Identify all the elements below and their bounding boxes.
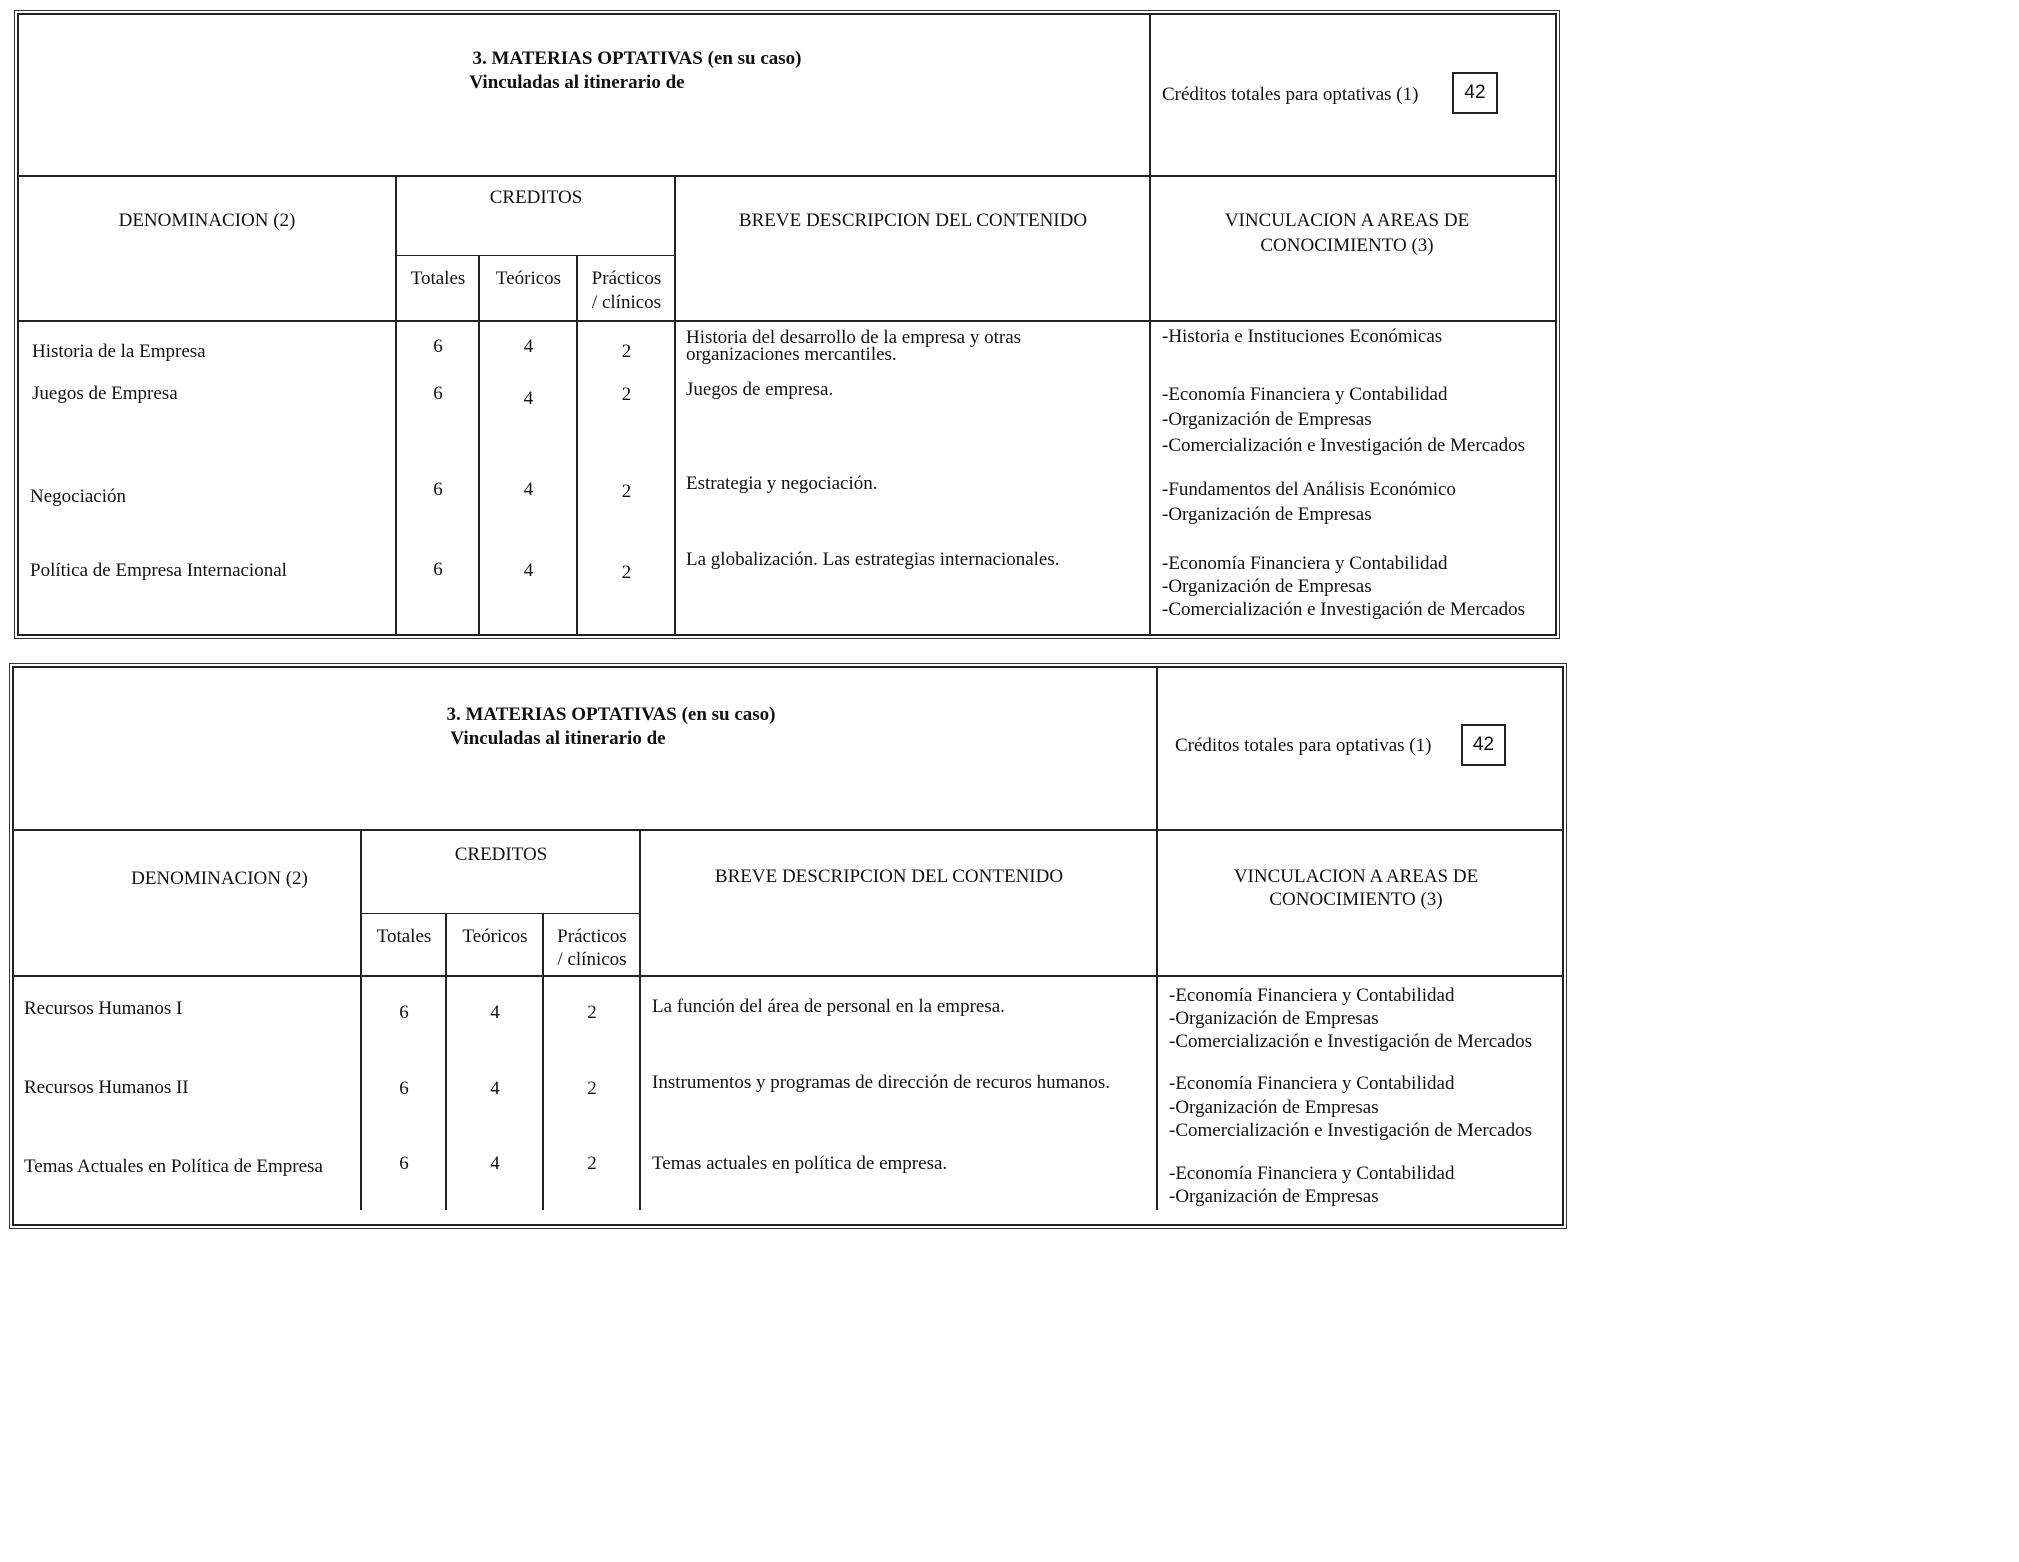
- table-row-area: -Comercialización e Investigación de Mercados: [1162, 435, 1525, 456]
- table-row-teoricos: 4: [490, 1002, 500, 1023]
- table2-col-vinculacion: VINCULACION A AREAS DE: [1233, 866, 1479, 887]
- table1-col-vinculacion-sub: CONOCIMIENTO (3): [1260, 235, 1434, 256]
- table-row-name: Recursos Humanos I: [24, 998, 183, 1019]
- table-row-name: Historia de la Empresa: [32, 341, 206, 362]
- table1-col-creditos: CREDITOS: [489, 187, 583, 208]
- table-row-description: Estrategia y negociación.: [686, 473, 878, 494]
- table2-col-practicos: Prácticos: [557, 926, 627, 947]
- table1-header-divider: [17, 175, 1557, 177]
- table2-col-practicos-sub: / clínicos: [557, 949, 627, 970]
- table-row-teoricos: 4: [523, 560, 534, 581]
- table-row-description: La función del área de personal en la empresa.: [652, 996, 1005, 1017]
- table2-col-vinculacion-sub: CONOCIMIENTO (3): [1269, 889, 1443, 910]
- table-row-practicos: 2: [621, 384, 632, 405]
- table-row-area: -Economía Financiera y Contabilidad: [1169, 985, 1455, 1006]
- table-row-area: -Organización de Empresas: [1162, 409, 1372, 430]
- table2-col-teoricos: Teóricos: [462, 926, 528, 947]
- table2-col-divider: [1156, 666, 1158, 1210]
- table1-col-denominacion: DENOMINACION (2): [118, 210, 296, 231]
- table1-col-totales: Totales: [410, 268, 466, 289]
- table-row-description: Instrumentos y programas de dirección de recuros humanos.: [652, 1072, 1110, 1093]
- table1-col-descripcion: BREVE DESCRIPCION DEL CONTENIDO: [738, 210, 1088, 231]
- table-row-area: -Economía Financiera y Contabilidad: [1162, 384, 1448, 405]
- table2-col-descripcion: BREVE DESCRIPCION DEL CONTENIDO: [714, 866, 1064, 887]
- table2-subtitle: Vinculadas al itinerario de: [450, 728, 666, 749]
- table-row-name: Juegos de Empresa: [32, 383, 178, 404]
- table-row-area: -Historia e Instituciones Económicas: [1162, 326, 1443, 347]
- table-row-area: -Organización de Empresas: [1169, 1008, 1379, 1029]
- table-row-area: -Economía Financiera y Contabilidad: [1162, 553, 1448, 574]
- table-row-practicos: 2: [621, 481, 632, 502]
- table-row-description: Historia del desarrollo de la empresa y otras: [686, 327, 1022, 348]
- table1-col-divider: [1149, 13, 1151, 636]
- table-row-practicos: 2: [587, 1002, 597, 1023]
- table-row-area: -Fundamentos del Análisis Económico: [1162, 479, 1456, 500]
- table-row-area: -Comercialización e Investigación de Mercados: [1169, 1031, 1532, 1052]
- table-row-totales: 6: [399, 1078, 409, 1099]
- table-row-teoricos: 4: [523, 336, 534, 357]
- table-row-name: Política de Empresa Internacional: [30, 560, 287, 581]
- table1-col-practicos-sub: / clínicos: [591, 292, 662, 313]
- table-row-area: -Organización de Empresas: [1169, 1186, 1379, 1207]
- table-row-teoricos: 4: [490, 1078, 500, 1099]
- table1-total-credits-label: Créditos totales para optativas (1): [1162, 84, 1419, 105]
- table-row-description: Temas actuales en política de empresa.: [652, 1153, 948, 1174]
- table-row-description: Juegos de empresa.: [686, 379, 834, 400]
- table-row-name: Temas Actuales en Política de Empresa: [24, 1156, 323, 1177]
- table-row-practicos: 2: [587, 1153, 597, 1174]
- table-row-practicos: 2: [587, 1078, 597, 1099]
- table2-body-divider: [12, 975, 1564, 977]
- table2-total-credits-label: Créditos totales para optativas (1): [1175, 735, 1432, 756]
- table-row-totales: 6: [399, 1153, 409, 1174]
- table1-subtitle: Vinculadas al itinerario de: [469, 72, 685, 93]
- table2-col-creditos: CREDITOS: [454, 844, 548, 865]
- table-row-practicos: 2: [621, 341, 632, 362]
- table-row-description: La globalización. Las estrategias internacionales.: [686, 549, 1060, 570]
- table2-header-divider: [12, 829, 1564, 831]
- optativas-table-1: [17, 13, 1557, 636]
- table1-total-credits-value: 42: [1452, 72, 1498, 114]
- table-row-totales: 6: [399, 1002, 409, 1023]
- table-row-area: -Comercialización e Investigación de Mercados: [1169, 1120, 1532, 1141]
- table-row-teoricos: 4: [523, 388, 534, 409]
- table-row-name: Recursos Humanos II: [24, 1077, 189, 1098]
- table-row-area: -Organización de Empresas: [1162, 576, 1372, 597]
- table-row-teoricos: 4: [490, 1153, 500, 1174]
- table-row-area: -Economía Financiera y Contabilidad: [1169, 1163, 1455, 1184]
- table1-body-divider: [17, 320, 1557, 322]
- table-row-teoricos: 4: [523, 479, 534, 500]
- table2-total-credits-value: 42: [1461, 724, 1506, 766]
- table2-creditos-divider: [361, 913, 640, 914]
- table-row-totales: 6: [433, 383, 443, 404]
- table-row-totales: 6: [433, 479, 443, 500]
- table-row-name: Negociación: [30, 486, 127, 507]
- table-row-practicos: 2: [621, 562, 632, 583]
- table-row-totales: 6: [433, 559, 443, 580]
- table1-creditos-divider: [396, 255, 675, 256]
- table-row-area: -Organización de Empresas: [1169, 1097, 1379, 1118]
- table-row-description: organizaciones mercantiles.: [686, 344, 897, 365]
- table1-title: 3. MATERIAS OPTATIVAS (en su caso): [472, 48, 802, 69]
- table-row-totales: 6: [433, 336, 443, 357]
- table1-col-practicos: Prácticos: [591, 268, 662, 289]
- table1-col-teoricos: Teóricos: [495, 268, 562, 289]
- table1-col-vinculacion: VINCULACION A AREAS DE: [1224, 210, 1470, 231]
- table-row-area: -Organización de Empresas: [1162, 504, 1372, 525]
- table2-col-totales: Totales: [376, 926, 432, 947]
- table2-title: 3. MATERIAS OPTATIVAS (en su caso): [446, 704, 776, 725]
- table-row-area: -Comercialización e Investigación de Mercados: [1162, 599, 1525, 620]
- table2-col-denominacion: DENOMINACION (2): [131, 868, 308, 889]
- table-row-area: -Economía Financiera y Contabilidad: [1169, 1073, 1455, 1094]
